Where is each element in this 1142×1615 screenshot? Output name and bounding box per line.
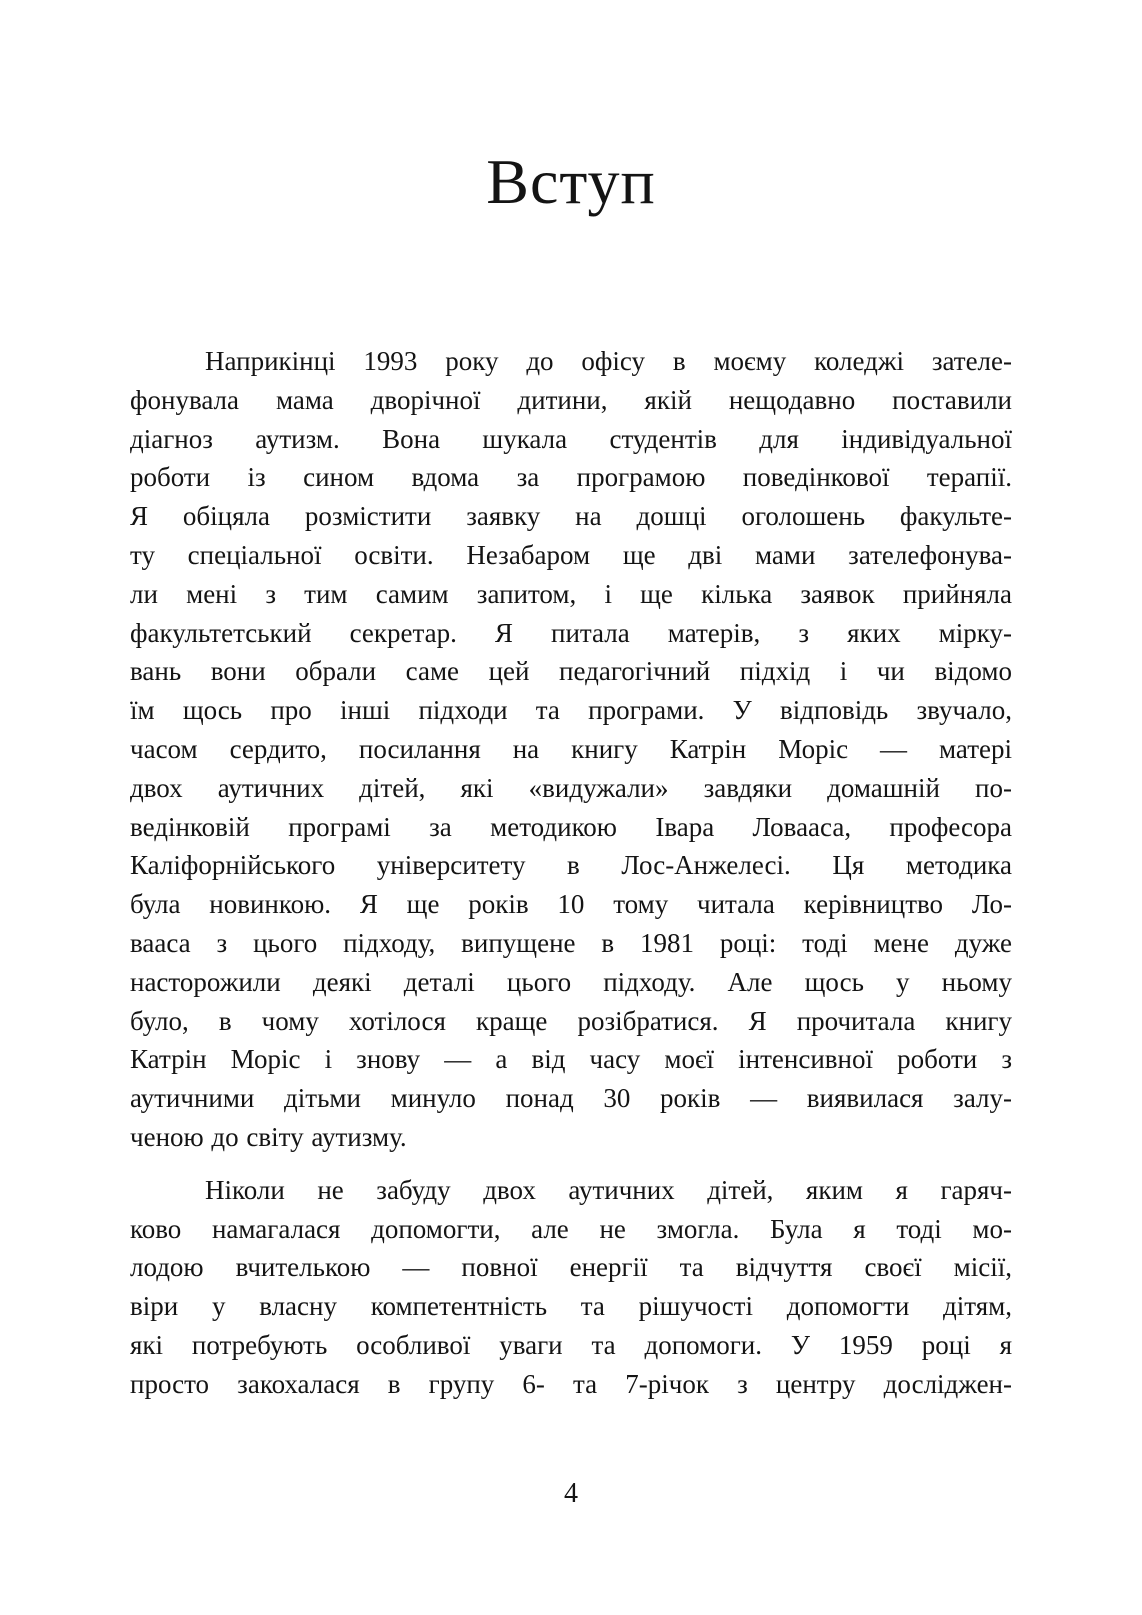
text-line: була новинкою. Я ще років 10 тому читала керівництво Ло- (130, 889, 1012, 920)
text-line: Катрін Моріс і знову — а від часу моєї інтенсивної роботи з (130, 1044, 1012, 1075)
text-line: вааса з цього підходу, випущене в 1981 році: тоді мене дуже (130, 927, 1012, 958)
text-line: аутичними дітьми минуло понад 30 років — виявилася залу- (130, 1083, 1012, 1114)
text-line: насторожили деякі деталі цього підходу. Але щось у ньому (130, 966, 1012, 997)
text-line: Я обіцяла розмістити заявку на дошці оголошень факульте- (130, 501, 1012, 532)
text-line: віри у власну компетентність та рішучості допомогти дітям, (130, 1291, 1012, 1322)
text-line: їм щось про інші підходи та програми. У відповідь звучало, (130, 695, 1012, 726)
paragraph (130, 1171, 1012, 1404)
text-line: ту спеціальної освіти. Незабаром ще дві мами зателефонува- (130, 539, 1012, 570)
text-line: ченою до світу аутизму. (130, 1121, 407, 1152)
text-line: вань вони обрали саме цей педагогічний підхід і чи відомо (130, 656, 1012, 687)
text-line: ли мені з тим самим запитом, і ще кілька заявок прийняла (130, 578, 1012, 609)
text-line: факультетський секретар. Я питала матерів, з яких мірку- (130, 617, 1012, 648)
page-number: 4 (564, 1478, 578, 1509)
text-line: двох аутичних дітей, які «видужали» завдяки домашній по- (130, 772, 1012, 803)
text-line: роботи із сином вдома за програмою поведінкової терапії. (130, 462, 1012, 493)
text-line: просто закохалася в групу 6- та 7-річок з центру досліджен- (130, 1368, 1012, 1399)
text-line: лодою вчителькою — повної енергії та відчуття своєї місії, (130, 1252, 1012, 1283)
text-line: фонувала мама дворічної дитини, якій нещодавно поставили (130, 384, 1012, 415)
text-line: які потребують особливої уваги та допомоги. У 1959 році я (130, 1329, 1012, 1360)
text-line: діагноз аутизм. Вона шукала студентів для індивідуальної (130, 423, 1012, 454)
text-line: ведінковій програмі за методикою Івара Ловааса, професора (130, 811, 1012, 842)
text-line: було, в чому хотілося краще розібратися. Я прочитала книгу (130, 1005, 1012, 1036)
body-text (130, 342, 1012, 1404)
text-line: Каліфорнійського університету в Лос-Анжелесі. Ця методика (130, 850, 1012, 881)
page-title: Вступ (486, 146, 656, 217)
text-line: Наприкінці 1993 року до офісу в моєму коледжі зателе- (205, 346, 1012, 376)
text-line: часом сердито, посилання на книгу Катрін Моріс — матері (130, 733, 1012, 764)
text-line: ково намагалася допомогти, але не змогла. Була я тоді мо- (130, 1213, 1012, 1244)
text-line: Ніколи не забуду двох аутичних дітей, яким я гаряч- (205, 1174, 1012, 1205)
paragraph (130, 342, 1012, 1157)
